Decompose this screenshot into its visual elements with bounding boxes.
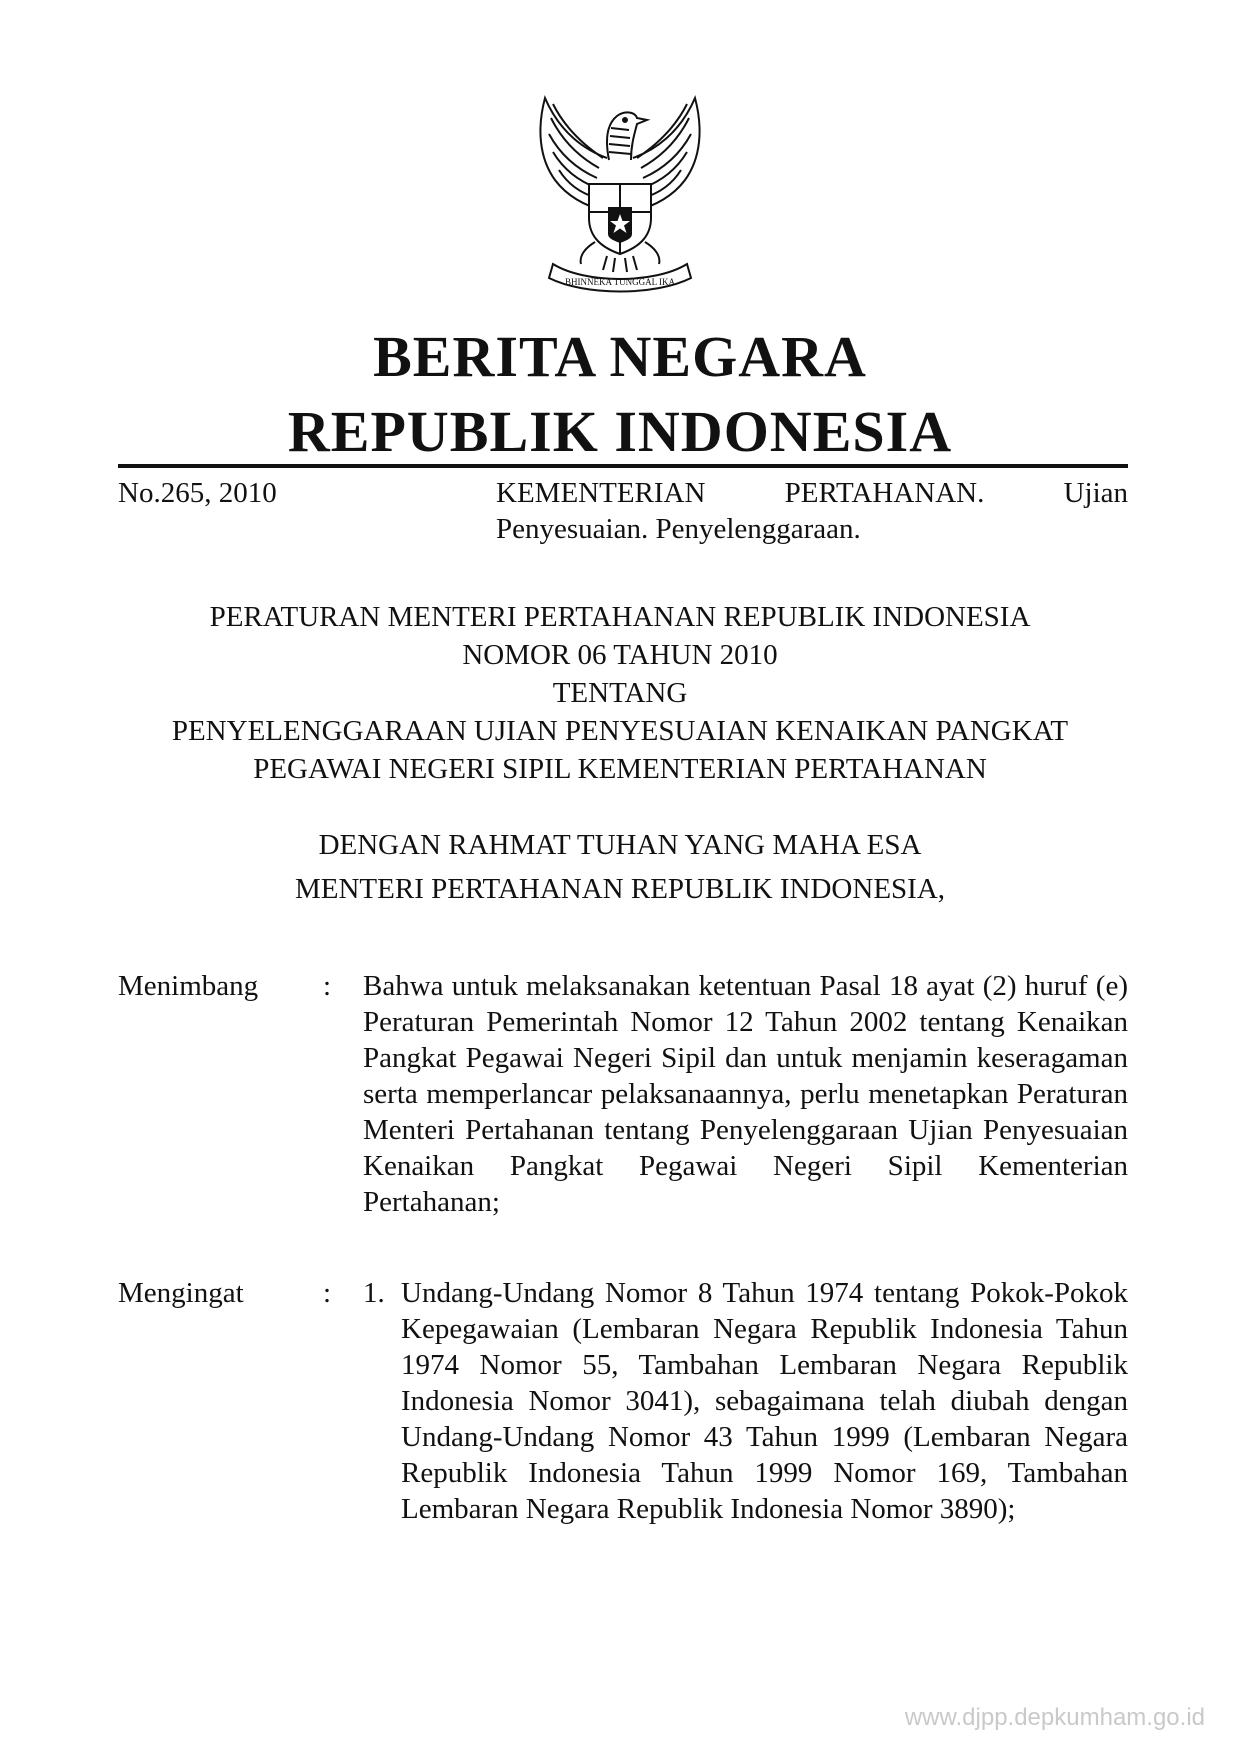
regulation-subject-line2: PEGAWAI NEGERI SIPIL KEMENTERIAN PERTAHANAN <box>253 753 987 785</box>
gazette-description <box>496 475 1128 547</box>
menimbang-colon: : <box>323 970 332 1002</box>
gazette-subtitle: REPUBLIK INDONESIA <box>287 399 953 464</box>
menimbang-label: Menimbang <box>118 970 259 1002</box>
menimbang-text: Bahwa untuk melaksanakan ketentuan Pasal 18 ayat (2) huruf (e) Peraturan Pemerintah Nomor 12 Tahun 2002 tentang Kenaikan Pangkat Pegawai Negeri Sipil dan untuk menjamin keseragaman serta memperlancar pelaksanaannya, perlu menetapkan Peraturan Menteri Pertahanan tentang Penyelenggaraan Ujian Penyesuaian Kenaikan Pangkat Pegawai Negeri Sipil Kementerian Pertahanan; <box>363 970 1128 1218</box>
preamble-line2: MENTERI PERTAHANAN REPUBLIK INDONESIA, <box>294 873 946 905</box>
preamble <box>0 823 1240 911</box>
regulation-subject-line1: PENYELENGGARAAN UJIAN PENYESUAIAN KENAIKAN PANGKAT <box>171 715 1069 747</box>
preamble-line1: DENGAN RAHMAT TUHAN YANG MAHA ESA <box>318 829 922 861</box>
header-divider <box>118 464 1128 468</box>
regulation-about: TENTANG <box>552 677 688 709</box>
watermark: www.djpp.depkumham.go.id <box>904 1704 1205 1731</box>
gazette-description-line2: Penyesuaian. Penyelenggaraan. <box>496 513 861 545</box>
regulation-title: PERATURAN MENTERI PERTAHANAN REPUBLIK INDONESIA <box>209 601 1031 633</box>
garuda-pancasila-emblem <box>525 88 715 298</box>
gazette-title: BERITA NEGARA <box>373 324 867 389</box>
list-item-text: Undang-Undang Nomor 8 Tahun 1974 tentang Pokok-Pokok Kepegawaian (Lembaran Negara Republik Indonesia Tahun 1974 Nomor 55, Tambahan Lembaran Negara Republik Indonesia Nomor 3041), sebagaimana telah diubah dengan Undang-Undang Nomor 43 Tahun 1999 (Lembaran Negara Republik Indonesia Tahun 1999 Nomor 169, Tambahan Lembaran Negara Republik Indonesia Nomor 3890); <box>401 1277 1128 1525</box>
mengingat-label: Mengingat <box>118 1277 244 1309</box>
emblem-motto: BHINNEKA TUNGGAL IKA <box>565 277 675 287</box>
gazette-number: No.265, 2010 <box>118 477 277 509</box>
mengingat-colon: : <box>323 1277 332 1309</box>
regulation-heading <box>0 598 1240 788</box>
regulation-number: NOMOR 06 TAHUN 2010 <box>462 639 778 671</box>
list-item-number: 1. <box>363 1277 385 1309</box>
gazette-description-line1: KEMENTERIAN PERTAHANAN. Ujian <box>496 477 1128 509</box>
